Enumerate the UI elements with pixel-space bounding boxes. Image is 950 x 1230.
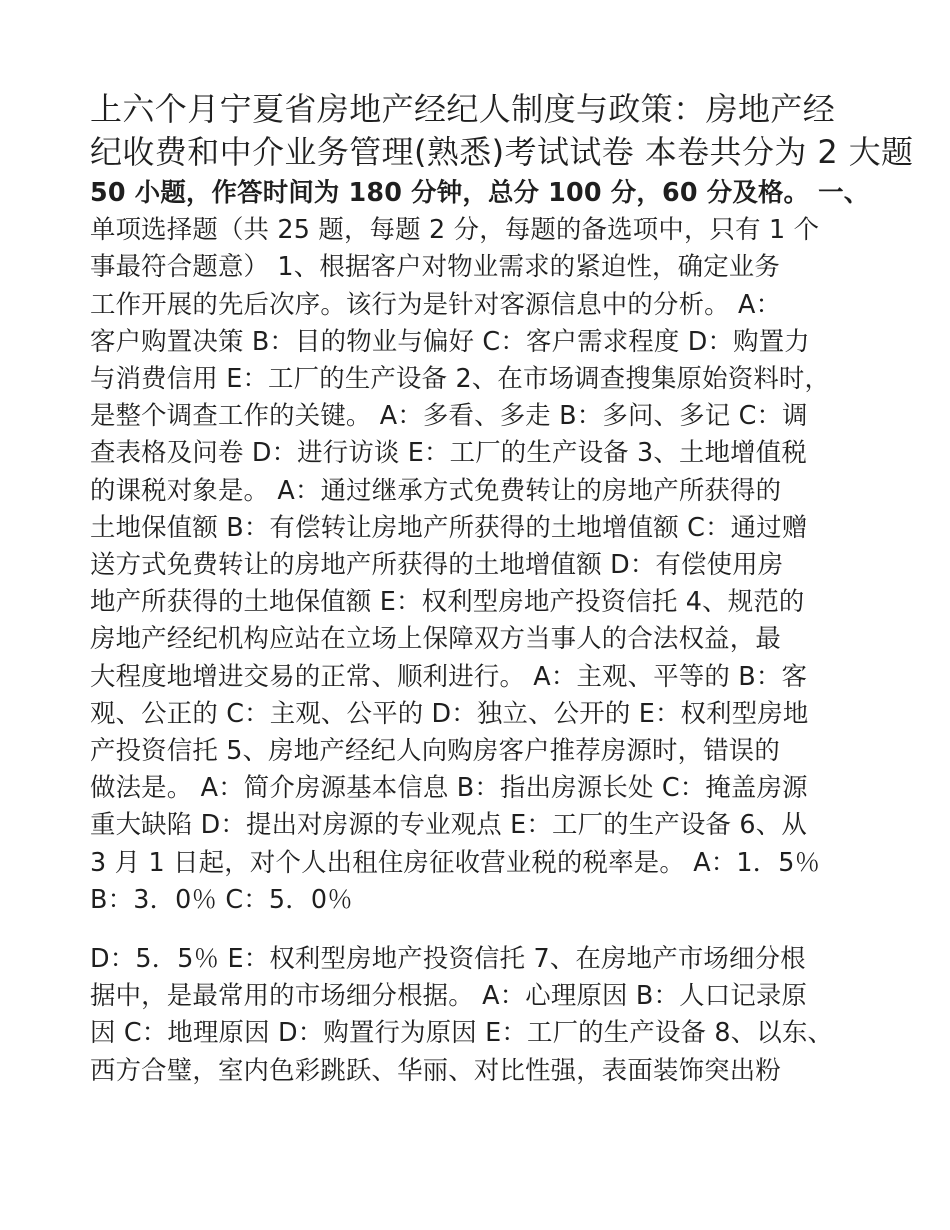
text-line: 大程度地增进交易的正常、顺利进行。 A：主观、平等的 B：客 (90, 660, 808, 691)
text-line: D：5．5％ E：权利型房地产投资信托 7、在房地产市场细分根 (90, 943, 806, 974)
text-line: 事最符合题意） 1、根据客户对物业需求的紧迫性，确定业务 (90, 251, 780, 282)
text-line: 送方式免费转让的房地产所获得的土地增值额 D：有偿使用房 (90, 549, 784, 580)
text-line: 客户购置决策 B：目的物业与偏好 C：客户需求程度 D：购置力 (90, 325, 810, 356)
text-line: 土地保值额 B：有偿转让房地产所获得的土地增值额 C：通过赠 (90, 511, 808, 542)
text-line: 3 月 1 日起，对个人出租住房征收营业税的税率是。 A：1．5％ (90, 846, 821, 877)
text-line: 工作开展的先后次序。该行为是针对客源信息中的分析。 A： (90, 288, 782, 319)
text-line: 做法是。 A：简介房源基本信息 B：指出房源长处 C：掩盖房源 (90, 772, 808, 803)
text-line: B：3．0％ C：5．0％ (90, 883, 353, 914)
paragraph-2 (90, 940, 880, 1089)
text-line: 房地产经纪机构应站在立场上保障双方当事人的合法权益，最 (90, 623, 781, 654)
title-line-1: 上六个月宁夏省房地产经纪人制度与政策：房地产经 (90, 90, 836, 128)
text-line: 因 C：地理原因 D：购置行为原因 E：工厂的生产设备 8、以东、 (90, 1017, 834, 1048)
text-line: 查表格及问卷 D：进行访谈 E：工厂的生产设备 3、土地增值税 (90, 437, 807, 468)
text-line: 西方合璧，室内色彩跳跃、华丽、对比性强，表面装饰突出粉 (90, 1054, 781, 1085)
text-line: 重大缺陷 D：提出对房源的专业观点 E：工厂的生产设备 6、从 (90, 809, 807, 840)
text-line: 单项选择题（共 25 题，每题 2 分，每题的备选项中，只有 1 个 (90, 214, 820, 245)
document-title (90, 88, 914, 174)
text-line: 的课税对象是。 A：通过继承方式免费转让的房地产所获得的 (90, 474, 782, 505)
text-line: 观、公正的 C：主观、公平的 D：独立、公开的 E：权利型房地 (90, 697, 809, 728)
paragraph-gap (90, 918, 880, 940)
paragraph-1 (90, 174, 880, 918)
document-page (90, 88, 914, 1089)
text-line: 与消费信用 E：工厂的生产设备 2、在市场调查搜集原始资料时， (90, 363, 831, 394)
title-line-2: 纪收费和中介业务管理(熟悉)考试试卷 本卷共分为 2 大题 (90, 133, 914, 171)
text-line: 50 小题，作答时间为 180 分钟，总分 100 分，60 分及格。 一、 (90, 177, 870, 207)
text-line: 据中，是最常用的市场细分根据。 A：心理原因 B：人口记录原 (90, 980, 808, 1011)
text-line: 产投资信托 5、房地产经纪人向购房客户推荐房源时，错误的 (90, 735, 780, 766)
text-line: 地产所获得的土地保值额 E：权利型房地产投资信托 4、规范的 (90, 586, 805, 617)
text-line: 是整个调查工作的关键。 A：多看、多走 B：多问、多记 C：调 (90, 400, 808, 431)
